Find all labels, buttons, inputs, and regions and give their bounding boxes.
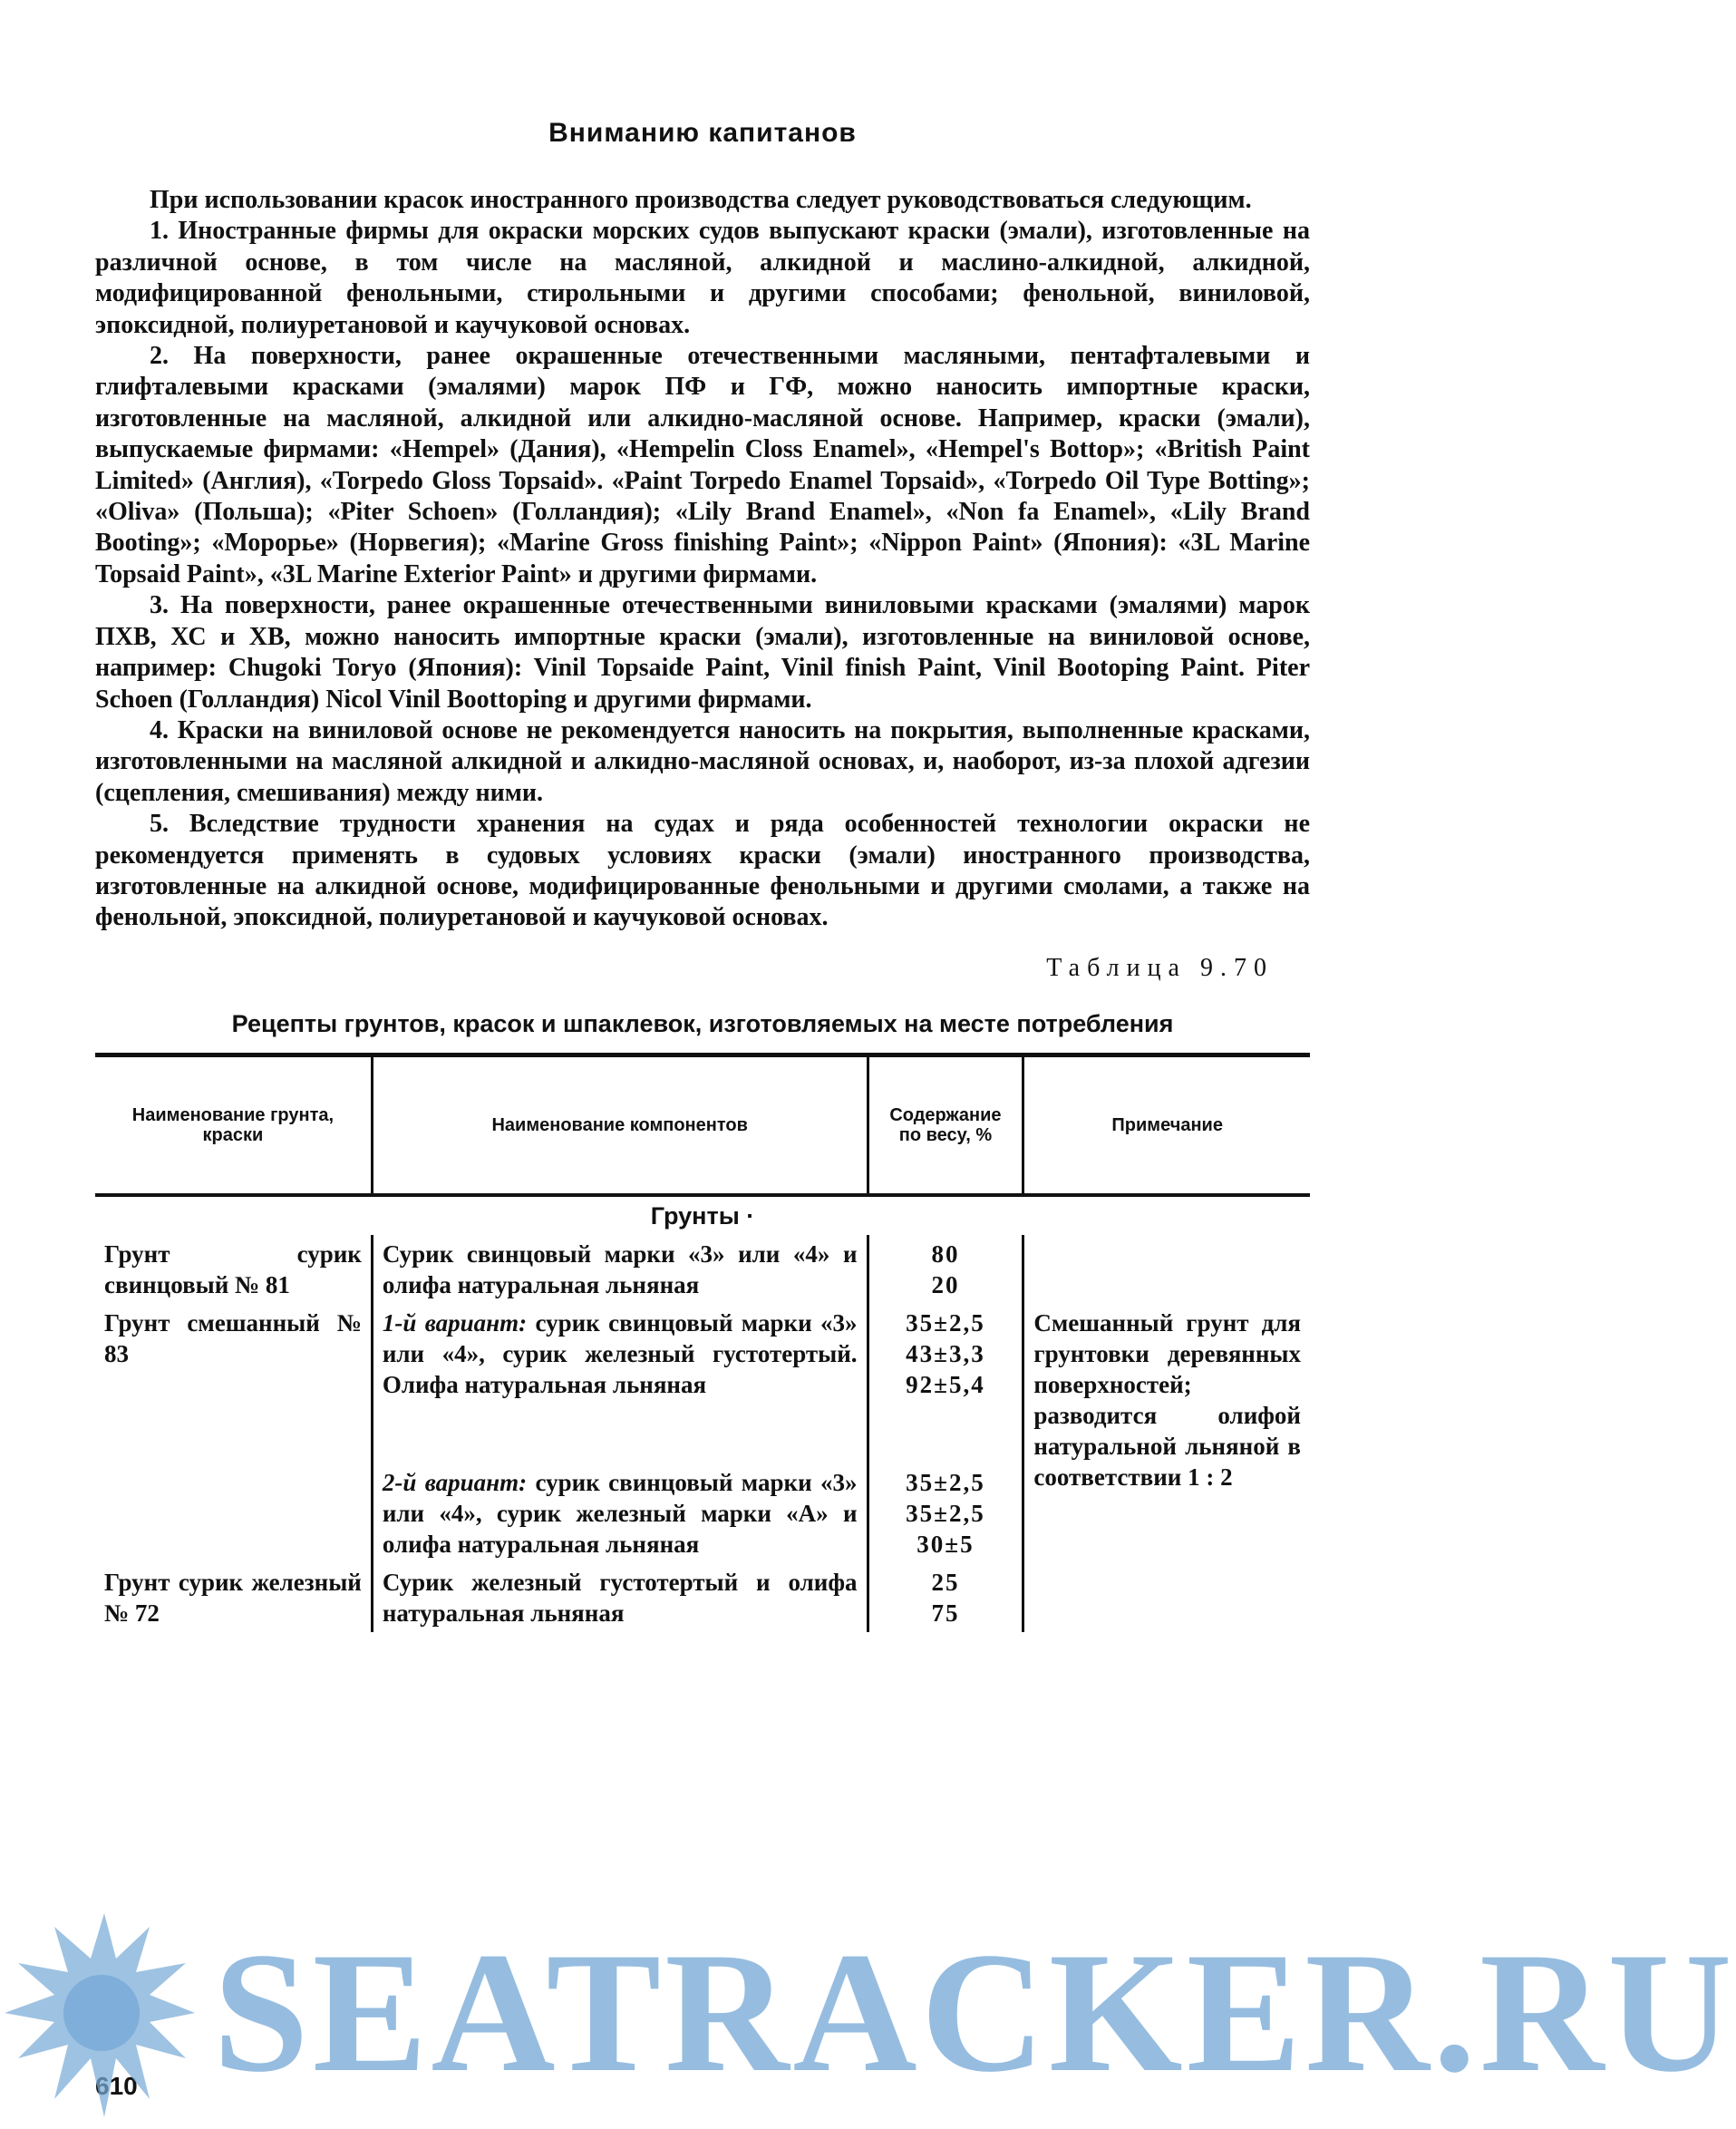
row-amounts (868, 1235, 1023, 1304)
watermark-star-core (63, 1975, 140, 2051)
paragraph-intro: При использовании красок иностранного производства следует руководствоваться следующим. (150, 186, 1252, 214)
row-amounts (868, 1304, 1023, 1404)
row-name (95, 1404, 372, 1563)
recipes-table (95, 1053, 1310, 1632)
amount-value: 35±2,5 (906, 1499, 985, 1527)
document-page (95, 118, 1310, 1632)
amount-value: 35±2,5 (906, 1468, 985, 1496)
section-row (95, 1195, 1310, 1235)
table-header-row (95, 1055, 1310, 1195)
section-title: Грунты · (650, 1201, 755, 1230)
header-note: Примечание (1023, 1055, 1310, 1195)
amount-value: 20 (931, 1270, 960, 1298)
amount-value: 80 (931, 1239, 960, 1268)
row-name: Грунт смешанный № 83 (104, 1308, 362, 1367)
row-amounts (868, 1563, 1023, 1632)
paragraph-2: 2. На поверхности, ранее окрашенные отечественными масляными, пентафталевыми и глифталевыми красками (эмалями) марок ПФ и ГФ, можно наносить импортные краски, изготовленные на масляной, алкидной или алкидно-масляной основе. Например, краски (эмали), выпускаемые фирмами: «Hempel» (Дания), «Hempelin Closs Enamel», «Hempel's Bottop»; «British Paint Limited» (Англия), «Torpedo Gloss Topsaid». «Paint Torpedo Enamel Topsaid», «Torpedo Oil Type Botting»; «Oliva» (Польша); «Piter Schoen» (Голландия); «Lily Brand Enamel», «Non fa Enamel», «Lily Brand Booting»; «Морорье» (Норвегия); «Marine Gross finishing Paint»; «Nippon Paint» (Япония): «3L Marine Topsaid Paint», «3L Marine Exterior Paint» и другими фирмами. (95, 342, 1310, 588)
paragraph-1: 1. Иностранные фирмы для окраски морских судов выпускают краски (эмали), изготовленные на различной основе, в том числе на масляной, алкидной и маслино-алкидной, алкидной, модифицированной фенольными, стирольными и другими способами; фенольной, виниловой, эпоксидной, полиуретановой и каучуковой основах. (95, 217, 1310, 339)
row-components: сурик свинцовый марки «3» или «4», сурик железный марки «А» и олифа натуральная льняная (382, 1468, 858, 1558)
amount-value: 35±2,5 (906, 1308, 985, 1337)
amount-value: 43±3,3 (906, 1339, 985, 1367)
row-name: Грунт сурик свинцовый № 81 (104, 1239, 362, 1298)
table-label: Таблица 9.70 (1046, 953, 1274, 982)
row-components: Сурик железный густотертый и олифа натуральная льняная (372, 1563, 868, 1632)
table-row (95, 1235, 1310, 1304)
amount-value: 25 (931, 1568, 960, 1596)
paragraph-3: 3. На поверхности, ранее окрашенные отечественными виниловыми красками (эмалями) марок ПХВ, ХС и ХВ, можно наносить импортные краски (эмали), изготовленные на виниловой основе, например: Chugoki Toryo (Япония): Vinil Topsaide Paint, Vinil finish Paint, Vinil Bootoping Paint. Piter Schoen (Голландия) Nicol Vinil Boottoping и другими фирмами. (95, 591, 1310, 714)
header-components: Наименование компонентов (372, 1055, 868, 1195)
page-number: 610 (95, 2072, 138, 2100)
row-components-cell (372, 1404, 868, 1563)
row-name: Грунт сурик железный № 72 (104, 1568, 362, 1627)
paragraph-5: 5. Вследствие трудности хранения на судах и ряда особенностей технологии окраски не рекомендуется применять в судовых условиях краски (эмали) иностранного производства, изготовленные на алкидной основе, модифицированные фенольными и другими смолами, а также на фенольной, эпоксидной, полиуретановой и каучуковой основах. (95, 810, 1310, 932)
amount-value: 75 (931, 1599, 960, 1627)
table-title: Рецепты грунтов, красок и шпаклевок, изготовляемых на месте потребления (231, 1009, 1174, 1037)
row-components: сурик свинцовый марки «3» или «4», сурик железный густотертый. Олифа натуральная льняная (382, 1308, 858, 1398)
amount-value: 92±5,4 (906, 1370, 985, 1398)
row-components: Сурик свинцовый марки «3» или «4» и олифа натуральная льняная (372, 1235, 868, 1304)
row-components-cell (372, 1304, 868, 1404)
variant-label: 2-й вариант: (382, 1468, 528, 1496)
row-note (1023, 1235, 1310, 1304)
amount-value: 30±5 (916, 1530, 975, 1558)
row-note: Смешанный грунт для грунтовки деревянных поверхностей; разводится олифой натуральной льняной в соответствии 1 : 2 (1023, 1304, 1310, 1563)
variant-label: 1-й вариант: (382, 1308, 528, 1337)
row-amounts (868, 1404, 1023, 1563)
header-name: Наименование грунта, краски (95, 1055, 372, 1195)
paragraph-4: 4. Краски на виниловой основе не рекомендуется наносить на покрытия, выполненные красками, изготовленными на масляной алкидной и алкидно-масляной основах, и, наоборот, из-за плохой адгезии (сцепления, смешивания) между ними. (95, 715, 1310, 807)
watermark-text: SEATRACKER.RU (213, 1918, 1736, 2108)
page-heading: Вниманию капитанов (548, 118, 857, 148)
header-content: Содержание по весу, % (868, 1055, 1023, 1195)
table-row (95, 1304, 1310, 1404)
table-row (95, 1563, 1310, 1632)
row-note (1023, 1563, 1310, 1632)
